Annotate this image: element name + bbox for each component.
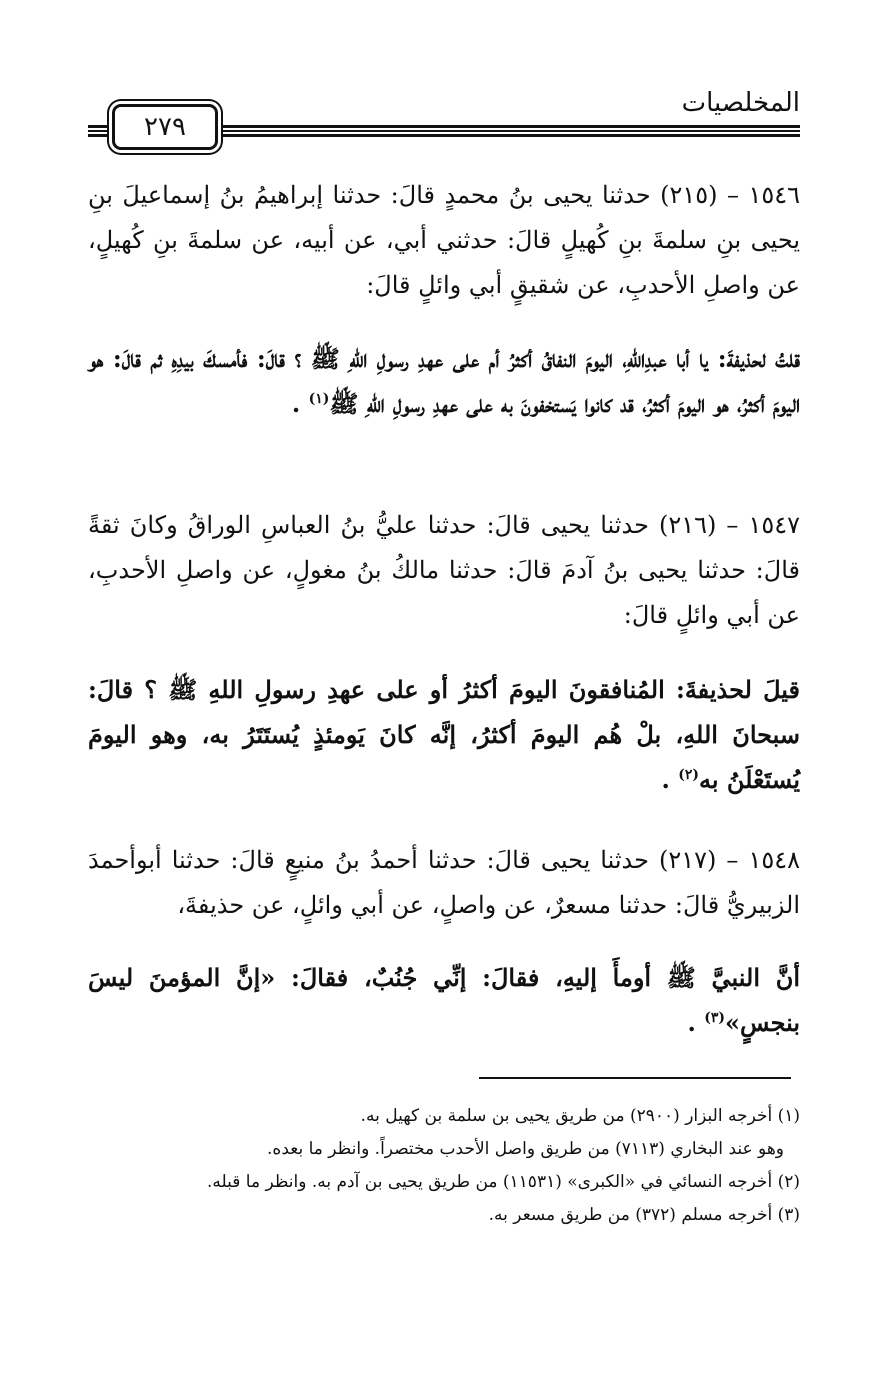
matn-text: قيلَ لحذيفةَ: المُنافقونَ اليومَ أكثرُ أو على عهدِ رسولِ اللهِ ﷺ ؟ قالَ: سبحانَ اللهِ، بلْ هُم اليومَ أكثرُ، إنَّه كانَ يَومئذٍ يُستَتَرُ به، وهو اليومَ يُستَعْلَنُ به xyxy=(88,675,800,794)
footnotes xyxy=(88,1100,800,1232)
footnote-marker: (١) xyxy=(308,391,330,407)
entry-1547-isnad: ١٥٤٧ – (٢١٦) حدثنا يحيى قالَ: حدثنا عليُّ بنُ العباسِ الوراقُ وكانَ ثقةً قالَ: حدثنا يحيى بنُ آدمَ قالَ: حدثنا مالكُ بنُ مغولٍ، عن واصلِ الأحدبِ، عن أبي وائلٍ قالَ: xyxy=(88,511,800,629)
matn-text: أنَّ النبيَّ ﷺ أومأَ إليهِ، فقالَ: إنِّي جُنُبٌ، فقالَ: «إنَّ المؤمنَ ليسَ بنجسٍ» xyxy=(88,963,801,1037)
footnote-1-continued: وهو عند البخاري (٧١١٣) من طريق واصل الأحدب مختصراً. وانظر ما بعده. xyxy=(267,1139,784,1159)
page-number: ٢٧٩ xyxy=(144,112,186,142)
entry-1546-isnad: ١٥٤٦ – (٢١٥) حدثنا يحيى بنُ محمدٍ قالَ: حدثنا إبراهيمُ بنُ إسماعيلَ بنِ يحيى بنِ سلمةَ بنِ كُهيلٍ قالَ: حدثني أبي، عن أبيه، عن سلمةَ بنِ كُهيلٍ، عن واصلِ الأحدبِ، عن شقيقٍ أبي وائلٍ قالَ: xyxy=(88,181,800,299)
page-header xyxy=(88,88,800,152)
entry-1547-matn: قيلَ لحذيفةَ: المُنافقونَ اليومَ أكثرُ أو على عهدِ رسولِ اللهِ ﷺ ؟ قالَ: سبحانَ اللهِ، بلْ هُم اليومَ أكثرُ، إنَّه كانَ يَومئذٍ يُستَتَرُ به، وهو اليومَ يُستَعْلَنُ به$^{(٢)}$ . xyxy=(88,675,800,794)
footnote-2: (٢) أخرجه النسائي في «الكبرى» (١١٥٣١) من طريق يحيى بن آدم به. وانظر ما قبله. xyxy=(206,1172,800,1192)
running-title: المخلصيات xyxy=(672,88,800,118)
footnote-marker: (٢) xyxy=(678,767,699,783)
footnote-separator xyxy=(479,1077,791,1079)
footnote-3: (٣) أخرجه مسلم (٣٧٢) من طريق مسعر به. xyxy=(488,1205,800,1225)
footnote-marker: (٣) xyxy=(704,1010,725,1026)
footnote-1: (١) أخرجه البزار (٢٩٠٠) من طريق يحيى بن سلمة بن كهيل به. xyxy=(360,1106,800,1126)
entry-1546-matn: قلتُ لحذيفةَ: يا أبا عبدِاللهِ، اليومَ النفاقُ أكثرُ أم على عهدِ رسولِ اللهِ ﷺ ؟ قالَ: فأمسكَ بيدِهِ ثم قالَ: هو اليومَ أكثرُ، هو اليومَ أكثرُ، قد كانوا يَستخفونَ به على عهدِ رسولِ اللهِ ﷺ$^{(١)}$ . xyxy=(88,344,800,418)
entry-1548-matn: أنَّ النبيَّ ﷺ أومأَ إليهِ، فقالَ: إنِّي جُنُبٌ، فقالَ: «إنَّ المؤمنَ ليسَ بنجسٍ»$^{(٣)}$ . xyxy=(88,963,801,1037)
entry-1548-isnad: ١٥٤٨ – (٢١٧) حدثنا يحيى قالَ: حدثنا أحمدُ بنُ منيعٍ قالَ: حدثنا أبوأحمدَ الزبيريُّ قالَ: حدثنا مسعرٌ، عن واصلٍ، عن أبي وائلٍ، عن حذيفةَ، xyxy=(88,846,800,919)
matn-text: قلتُ لحذيفةَ: يا أبا عبدِاللهِ، اليومَ النفاقُ أكثرُ أم على عهدِ رسولِ اللهِ ﷺ ؟ قالَ: فأمسكَ بيدِهِ ثم قالَ: هو اليومَ أكثرُ، هو اليومَ أكثرُ، قد كانوا يَستخفونَ به على عهدِ رسولِ اللهِ ﷺ xyxy=(88,344,800,418)
page-number-frame xyxy=(112,104,218,150)
